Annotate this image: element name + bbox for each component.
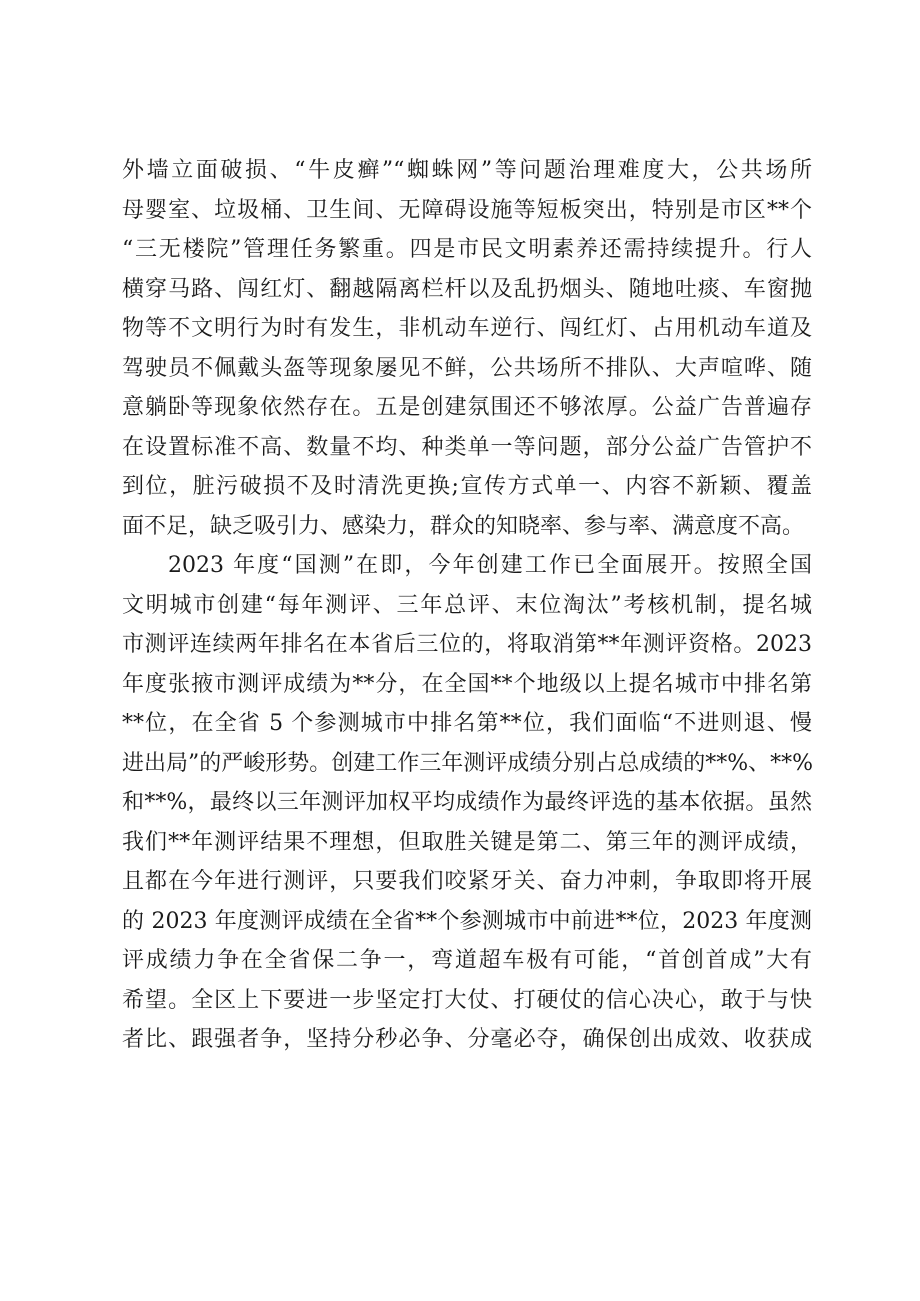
text-line: 我们**年测评结果不理想，但取胜关键是第二、第三年的测评成绩， <box>122 829 812 855</box>
body-text <box>122 151 812 1060</box>
paragraph-first-line: 2023 年度“国测”在即，今年创建工作已全面展开。按照全国 <box>168 553 812 578</box>
text-line: 的 2023 年度测评成绩在全省**个参测城市中前进**位，2023 年度测 <box>122 908 812 934</box>
text-line: 面不足，缺乏吸引力、感染力，群众的知晓率、参与率、满意度不高。 <box>122 513 805 539</box>
text-line: 年度张掖市测评成绩为**分，在全国**个地级以上提名城市中排名第 <box>122 671 812 697</box>
text-line: 者比、跟强者争，坚持分秒必争、分毫必夺，确保创出成效、收获成 <box>122 1027 812 1052</box>
text-line: 物等不文明行为时有发生，非机动车逆行、闯红灯、占用机动车道及 <box>122 316 812 341</box>
text-line: 到位，脏污破损不及时清洗更换;宣传方式单一、内容不新颖、覆盖 <box>122 474 812 499</box>
text-line: 希望。全区上下要进一步坚定打大仗、打硬仗的信心决心，敢于与快 <box>122 987 812 1013</box>
text-line: “三无楼院”管理任务繁重。四是市民文明素养还需持续提升。行人 <box>122 237 812 262</box>
text-line: 在设置标准不高、数量不均、种类单一等问题，部分公益广告管护不 <box>122 434 812 460</box>
text-line: 进出局”的严峻形势。创建工作三年测评成绩分别占总成绩的**%、**% <box>122 750 814 776</box>
text-line: 且都在今年进行测评，只要我们咬紧牙关、奋力冲刺，争取即将开展 <box>122 869 812 894</box>
text-line: **位，在全省 5 个参测城市中排名第**位，我们面临“不进则退、慢 <box>122 711 812 736</box>
text-line: 意躺卧等现象依然存在。五是创建氛围还不够浓厚。公益广告普遍存 <box>122 395 812 420</box>
text-line: 评成绩力争在全省保二争一，弯道超车极有可能，“首创首成”大有 <box>122 948 812 973</box>
text-line: 横穿马路、闯红灯、翻越隔离栏杆以及乱扔烟头、随地吐痰、车窗抛 <box>122 276 812 302</box>
text-line: 文明城市创建“每年测评、三年总评、末位淘汰”考核机制，提名城 <box>122 592 812 618</box>
text-line: 外墙立面破损、“牛皮癣”“蜘蛛网”等问题治理难度大，公共场所 <box>122 158 812 183</box>
text-line: 市测评连续两年排名在本省后三位的，将取消第**年测评资格。2023 <box>122 632 812 657</box>
text-line: 驾驶员不佩戴头盔等现象屡见不鲜，公共场所不排队、大声喧哗、随 <box>122 355 812 381</box>
text-line: 母婴室、垃圾桶、卫生间、无障碍设施等短板突出，特别是市区**个 <box>122 197 812 223</box>
text-line: 和**%，最终以三年测评加权平均成绩作为最终评选的基本依据。虽然 <box>122 790 812 815</box>
